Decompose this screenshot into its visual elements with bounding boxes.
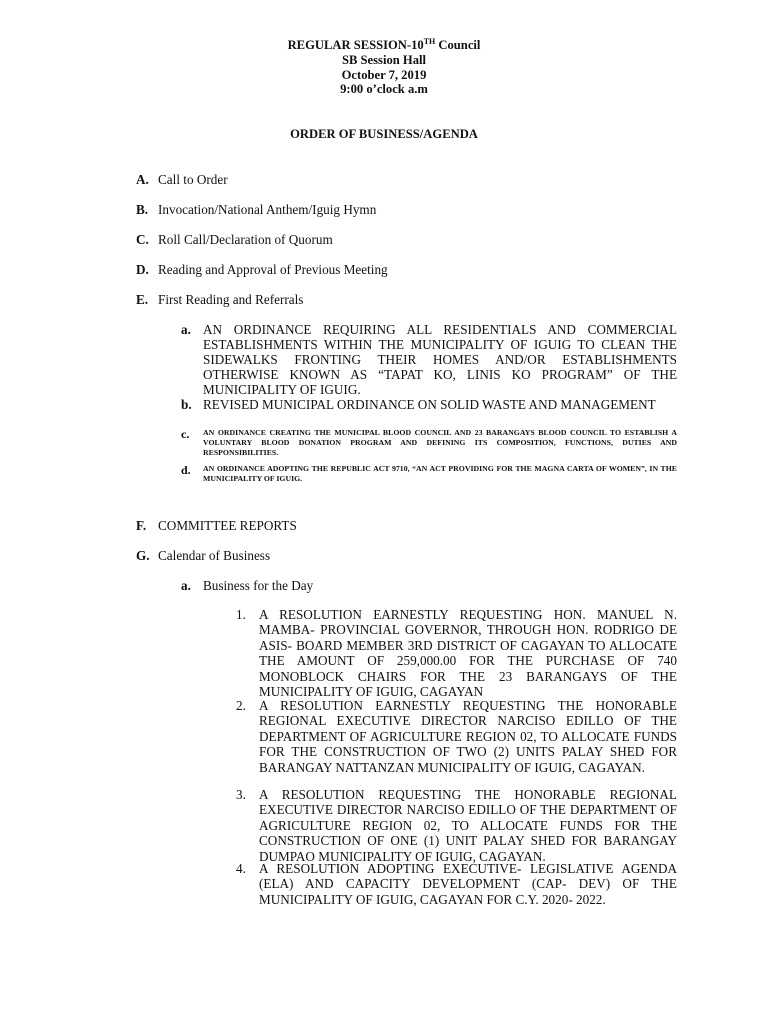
agenda-item-reading-approval: D. Reading and Approval of Previous Meeting	[136, 262, 388, 277]
resolution-item-2: 2. A RESOLUTION EARNESTLY REQUESTING THE HONORABLE REGIONAL EXECUTIVE DIRECTOR NARCISO EDILLO OF THE DEPARTMENT OF AGRICULTURE REGION 02, TO ALLOCATE FUNDS FOR THE CONSTRUCTION OF TWO (2) UNITS PALAY SHED FOR BARANGAY NATTANZAN MUNICIPALITY OF IGUIG, CAGAYAN.	[236, 698, 677, 775]
session-venue: SB Session Hall	[342, 52, 426, 67]
resolution-item-4: 4. A RESOLUTION ADOPTING EXECUTIVE- LEGISLATIVE AGENDA (ELA) AND CAPACITY DEVELOPMENT (CAP- DEV) OF THE MUNICIPALITY OF IGUIG, CAGAYAN FOR C.Y. 2020- 2022.	[236, 861, 677, 907]
agenda-title: ORDER OF BUSINESS/AGENDA	[290, 127, 478, 141]
agenda-item-roll-call: C. Roll Call/Declaration of Quorum	[136, 232, 333, 247]
agenda-item-invocation: B. Invocation/National Anthem/Iguig Hymn	[136, 202, 377, 217]
agenda-item-first-reading: E. First Reading and Referrals	[136, 292, 304, 307]
resolution-item-1: 1. A RESOLUTION EARNESTLY REQUESTING HON. MANUEL N. MAMBA- PROVINCIAL GOVERNOR, THROUGH HON. RODRIGO DE ASIS- BOARD MEMBER 3RD DISTRICT OF CAGAYAN TO ALLOCATE THE AMOUNT OF 259,000.00 FOR THE PURCHASE OF 740 MONOBLOCK CHAIRS FOR THE 23 BARANGAYS OF THE MUNICIPALITY OF IGUIG, CAGAYAN	[236, 607, 677, 700]
session-title: REGULAR SESSION-10TH Council	[287, 37, 481, 52]
agenda-item-call-to-order: A. Call to Order	[136, 172, 228, 187]
session-time: 9:00 o’clock a.m	[340, 82, 428, 97]
first-reading-item-c: c. AN ORDINANCE CREATING THE MUNICIPAL BLOOD COUNCIL AND 23 BARANGAYS BLOOD COUNCIL TO ESTABLISH A VOLUNTARY BLOOD DONATION PROGRAM AND DEFINING ITS COMPOSITION, FUNCTIONS, DUTIES AND RESPONSIBILITIES.	[181, 427, 677, 458]
session-date: October 7, 2019	[341, 67, 427, 82]
agenda-item-committee-reports: F. COMMITTEE REPORTS	[136, 518, 297, 533]
first-reading-item-a: a. AN ORDINANCE REQUIRING ALL RESIDENTIALS AND COMMERCIAL ESTABLISHMENTS WITHIN THE MUNICIPALITY OF IGUIG TO CLEAN THE SIDEWALKS FRONTING THEIR HOMES AND/OR ESTABLISHMENTS OTHERWISE KNOWN AS “TAPAT KO, LINIS KO PROGRAM” OF THE MUNICIPALITY OF IGUIG.	[181, 322, 677, 397]
calendar-item-business-for-the-day: a. Business for the Day	[181, 578, 314, 593]
first-reading-item-d: d. AN ORDINANCE ADOPTING THE REPUBLIC ACT 9710, “AN ACT PROVIDING FOR THE MAGNA CARTA OF WOMEN”, IN THE MUNICIPALITY OF IGUIG.	[181, 463, 677, 484]
resolution-item-3: 3. A RESOLUTION REQUESTING THE HONORABLE REGIONAL EXECUTIVE DIRECTOR NARCISO EDILLO OF THE DEPARTMENT OF AGRICULTURE REGION 02, TO ALLOCATE FUNDS FOR THE CONSTRUCTION OF ONE (1) UNIT PALAY SHED FOR BARANGAY DUMPAO MUNICIPALITY OF IGUIG, CAGAYAN.	[236, 787, 677, 864]
session-header	[0, 38, 768, 97]
first-reading-item-b: b. REVISED MUNICIPAL ORDINANCE ON SOLID WASTE AND MANAGEMENT	[181, 397, 656, 412]
agenda-item-calendar-of-business: G. Calendar of Business	[136, 548, 271, 563]
